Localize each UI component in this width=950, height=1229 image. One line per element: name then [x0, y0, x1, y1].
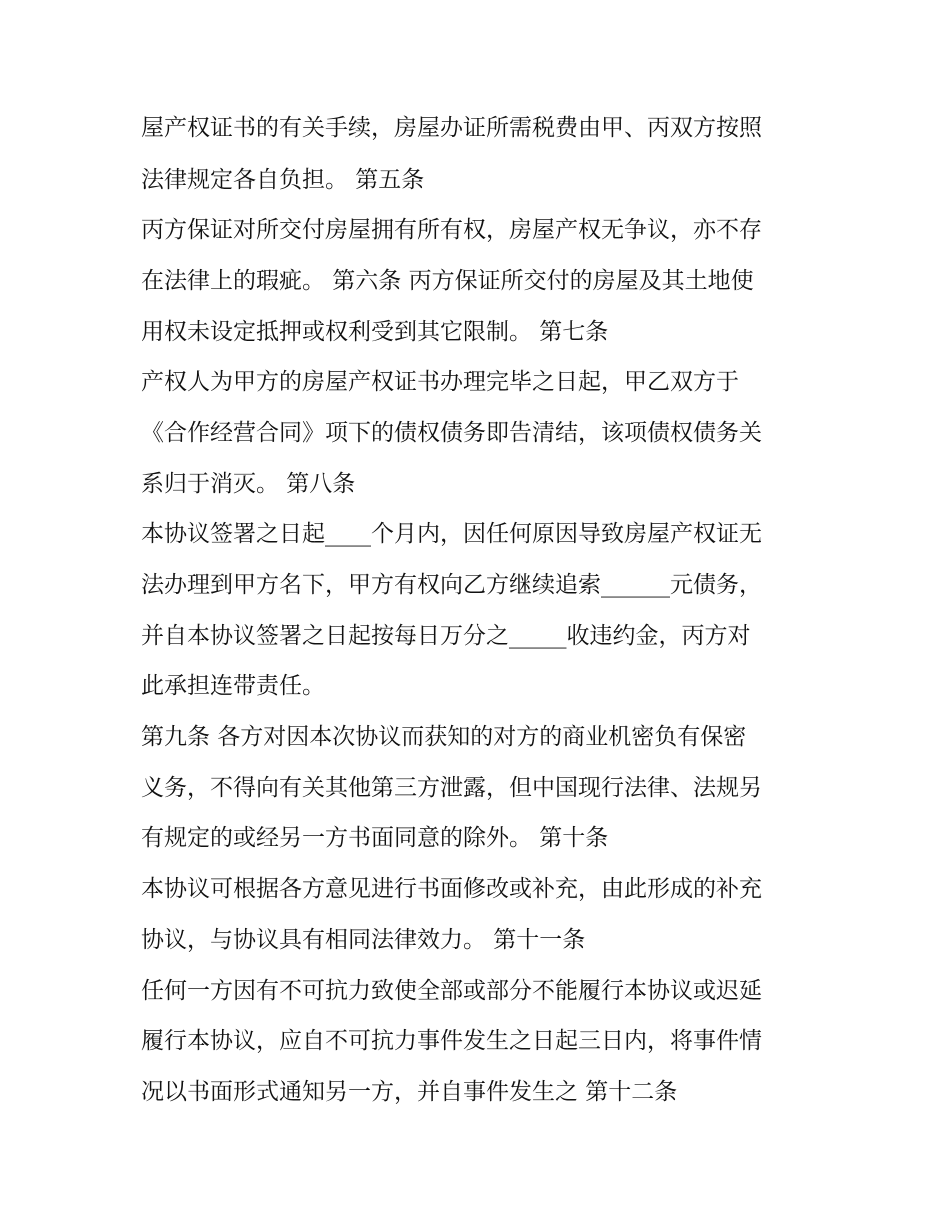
- text-line: 法办理到甲方名下，甲方有权向乙方继续追索______元债务，: [141, 572, 762, 598]
- text-line: 丙方保证对所交付房屋拥有所有权，房屋产权无争议，亦不存: [141, 217, 762, 243]
- text-line: 在法律上的瑕疵。 第六条 丙方保证所交付的房屋及其土地使: [141, 268, 754, 294]
- text-line: 协议，与协议具有相同法律效力。 第十一条: [141, 927, 586, 953]
- text-line: 本协议可根据各方意见进行书面修改或补充，由此形成的补充: [141, 876, 762, 902]
- text-line: 屋产权证书的有关手续，房屋办证所需税费由甲、丙双方按照: [141, 115, 762, 141]
- text-line: 系归于消灭。 第八条: [141, 471, 356, 497]
- text-line: 第九条 各方对因本次协议而获知的对方的商业机密负有保密: [141, 724, 747, 750]
- text-line: 本协议签署之日起____个月内，因任何原因导致房屋产权证无: [141, 521, 762, 547]
- text-line: 《合作经营合同》项下的债权债务即告清结，该项债权债务关: [141, 420, 762, 446]
- text-line: 任何一方因有不可抗力致使全部或部分不能履行本协议或迟延: [141, 978, 762, 1004]
- text-line: 况以书面形式通知另一方，并自事件发生之 第十二条: [141, 1079, 678, 1105]
- text-line: 并自本协议签署之日起按每日万分之_____收违约金，丙方对: [141, 623, 751, 649]
- text-line: 此承担连带责任。: [141, 673, 325, 699]
- text-line: 产权人为甲方的房屋产权证书办理完毕之日起，甲乙双方于: [141, 369, 739, 395]
- text-line: 履行本协议，应自不可抗力事件发生之日起三日内，将事件情: [141, 1028, 762, 1054]
- text-line: 义务，不得向有关其他第三方泄露，但中国现行法律、法规另: [141, 775, 762, 801]
- text-line: 法律规定各自负担。 第五条: [141, 167, 425, 193]
- text-line: 有规定的或经另一方书面同意的除外。 第十条: [141, 825, 609, 851]
- text-line: 用权未设定抵押或权利受到其它限制。 第七条: [141, 319, 609, 345]
